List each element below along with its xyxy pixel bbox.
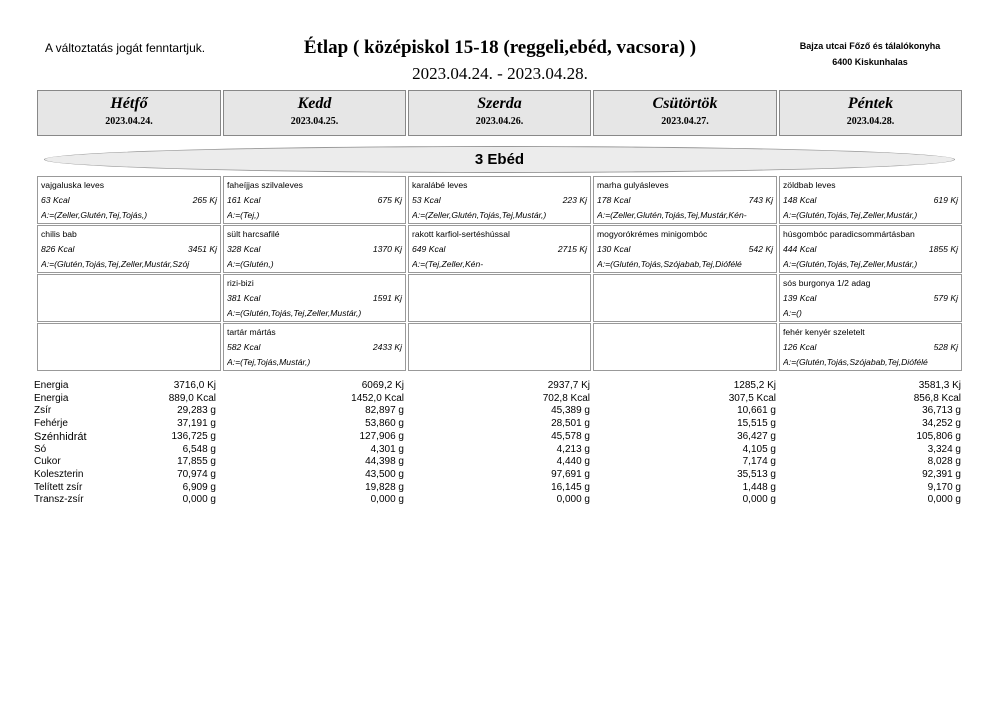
dish-name: sós burgonya 1/2 adag [783,278,871,288]
nutrient-label: Transz-zsír [34,494,84,506]
day-date: 2023.04.25. [290,116,339,127]
menu-item [37,225,221,273]
nutrient-value: 36,427 g [737,430,776,442]
menu-item [223,225,406,273]
dish-kj: 1370 Kj [372,244,402,254]
day-date: 2023.04.28. [846,116,895,127]
day-name: Szerda [477,95,522,112]
dish-kj: 223 Kj [562,195,587,205]
nutrient-value: 3,324 g [927,443,961,455]
menu-item [779,225,962,273]
nutrient-value: 0,000 g [370,494,404,506]
dish-name: rakott karfiol-sertéshússal [412,229,510,239]
nutrient-value: 105,806 g [916,430,961,442]
dish-kcal: 582 Kcal [227,342,261,352]
nutrient-value: 9,170 g [927,481,961,493]
nutrient-value: 127,906 g [359,430,404,442]
dish-kj: 1591 Kj [372,293,402,303]
dish-kcal: 178 Kcal [597,195,631,205]
empty-cell [408,274,591,322]
empty-cell [408,323,591,371]
page-title: Étlap ( középiskol 15-18 (reggeli,ebéd, vacsora) ) [303,37,697,58]
nutrient-value: 45,389 g [551,405,590,417]
dish-kj: 619 Kj [933,195,958,205]
day-date: 2023.04.24. [105,116,153,127]
dish-kj: 3451 Kj [187,244,217,254]
dish-kj: 2715 Kj [557,244,587,254]
nutrient-value: 1452,0 Kcal [351,392,404,404]
nutrient-value: 34,252 g [922,418,961,430]
nutrient-value: 1285,2 Kj [733,380,776,391]
nutrient-value: 889,0 Kcal [168,392,216,404]
nutrient-value: 7,174 g [742,456,776,468]
nutrient-value: 45,578 g [551,430,590,442]
nutrient-label: Só [34,443,47,455]
dish-allergens: A:=(Glutén,Tojás,Szójabab,Tej,Diófélé [783,357,928,367]
nutrient-label: Energia [34,392,69,404]
dish-allergens: A:=(Zeller,Glutén,Tojás,Tej,Mustár,Kén- [597,210,747,220]
dish-kj: 528 Kj [933,342,958,352]
nutrient-value: 17,855 g [177,456,216,468]
nutrient-value: 70,974 g [177,468,216,480]
nutrient-value: 4,440 g [556,456,590,468]
nutrient-value: 3581,3 Kj [918,380,961,391]
nutrient-value: 16,145 g [551,481,590,493]
dish-allergens: A:=(Zeller,Glutén,Tojás,Tej,Mustár,) [412,210,547,220]
menu-item [223,274,406,322]
dish-allergens: A:=(Glutén,) [227,259,274,269]
kitchen-info [770,38,970,70]
nutrient-value: 2937,7 Kj [547,380,590,391]
nutrient-value: 4,301 g [370,443,404,455]
dish-kcal: 161 Kcal [227,195,261,205]
dish-allergens: A:=(Glutén,Tojás,Tej,Zeller,Mustár,) [783,210,918,220]
nutrient-value: 702,8 Kcal [542,392,590,404]
menu-item [593,176,777,224]
menu-item [593,225,777,273]
kitchen-address: 6400 Kiskunhalas [832,57,908,67]
nutrient-value: 3716,0 Kj [173,380,216,391]
dish-kcal: 139 Kcal [783,293,817,303]
day-header [779,90,962,136]
nutrient-value: 92,391 g [922,468,961,480]
day-name: Péntek [847,95,894,112]
nutrient-value: 37,191 g [177,418,216,430]
nutrient-value: 1,448 g [742,481,776,493]
dish-name: sült harcsafilé [227,229,280,239]
kitchen-name: Bajza utcai Főző és tálalókonyha [799,41,941,51]
nutrient-value: 8,028 g [927,456,961,468]
dish-kj: 675 Kj [377,195,402,205]
nutrient-label: Koleszterin [34,468,84,480]
meal-banner: 3 Ebéd [44,146,955,173]
nutrient-value: 307,5 Kcal [728,392,776,404]
nutrient-label: Cukor [34,456,61,468]
disclaimer-note: A változtatás jogát fenntartjuk. [45,41,206,55]
dish-name: chilis bab [41,229,77,239]
day-header [593,90,777,136]
day-header [408,90,591,136]
nutrient-value: 856,8 Kcal [913,392,961,404]
dish-kcal: 148 Kcal [783,195,817,205]
day-header [223,90,406,136]
nutrient-value: 136,725 g [171,430,216,442]
nutrient-value: 28,501 g [551,418,590,430]
dish-name: faheíjjas szilvaleves [227,180,303,190]
nutrient-value: 97,691 g [551,468,590,480]
nutrient-value: 19,828 g [365,481,404,493]
nutrient-value: 35,513 g [737,468,776,480]
dish-name: tartár mártás [227,327,276,337]
dish-name: karalábé leves [412,180,468,190]
nutrient-value: 15,515 g [737,418,776,430]
dish-kj: 542 Kj [748,244,773,254]
day-name: Kedd [297,95,332,112]
nutrient-value: 43,500 g [365,468,404,480]
dish-allergens: A:=(Glutén,Tojás,Tej,Zeller,Mustár,) [227,308,362,318]
dish-name: zöldbab leves [783,180,836,190]
day-name: Hétfő [110,95,148,112]
dish-kj: 743 Kj [748,195,773,205]
nutrient-value: 0,000 g [742,494,776,506]
dish-kcal: 381 Kcal [227,293,261,303]
nutrient-value: 0,000 g [182,494,216,506]
menu-item [408,176,591,224]
dish-name: marha gulyásleves [597,180,669,190]
empty-cell [37,274,221,322]
nutrient-label: Fehérje [34,418,68,430]
dish-kcal: 328 Kcal [227,244,261,254]
nutrient-value: 0,000 g [927,494,961,506]
dish-kj: 1855 Kj [928,244,958,254]
dish-allergens: A:=(Tej,Zeller,Kén- [412,259,484,269]
dish-kj: 579 Kj [933,293,958,303]
nutrient-value: 6,548 g [182,443,216,455]
menu-item [37,176,221,224]
dish-allergens: A:=(Tej,) [227,210,260,220]
nutrient-value: 44,398 g [365,456,404,468]
dish-name: húsgombóc paradicsommártásban [783,229,915,239]
menu-item [779,176,962,224]
nutrient-label: Telített zsír [34,481,83,493]
dish-allergens: A:=(Glutén,Tojás,Tej,Zeller,Mustár,) [783,259,918,269]
nutrient-value: 4,213 g [556,443,590,455]
menu-item [223,323,406,371]
nutrient-label: Zsír [34,405,52,417]
dish-allergens: A:=(Glutén,Tojás,Tej,Zeller,Mustár,Szój [41,259,190,269]
dish-kj: 2433 Kj [372,342,402,352]
dish-kj: 265 Kj [192,195,217,205]
day-date: 2023.04.26. [475,116,524,127]
dish-kcal: 130 Kcal [597,244,631,254]
day-date: 2023.04.27. [661,116,709,127]
dish-allergens: A:=(Zeller,Glutén,Tej,Tojás,) [41,210,148,220]
menu-item [408,225,591,273]
dish-kcal: 444 Kcal [783,244,817,254]
nutrient-label: Szénhidrát [34,430,87,443]
menu-item [779,274,962,322]
dish-kcal: 649 Kcal [412,244,446,254]
dish-name: mogyorókrémes minigombóc [597,229,708,239]
dish-name: vajgaluska leves [41,180,105,190]
dish-allergens: A:=(Tej,Tojás,Mustár,) [227,357,311,367]
day-header [37,90,221,136]
dish-kcal: 53 Kcal [412,195,441,205]
dish-kcal: 63 Kcal [41,195,70,205]
nutrient-value: 29,283 g [177,405,216,417]
date-range: 2023.04.24. - 2023.04.28. [412,64,588,83]
nutrient-value: 6,909 g [182,481,216,493]
empty-cell [593,274,777,322]
nutrient-value: 36,713 g [922,405,961,417]
dish-name: rizi-bizi [227,278,254,288]
nutrient-value: 82,897 g [365,405,404,417]
empty-cell [37,323,221,371]
nutrient-value: 6069,2 Kj [361,380,404,391]
day-name: Csütörtök [652,95,718,112]
nutrient-value: 0,000 g [556,494,590,506]
nutrient-label: Energia [34,380,69,391]
dish-name: fehér kenyér szeletelt [783,327,865,337]
nutrient-value: 10,661 g [737,405,776,417]
dish-allergens: A:=(Glutén,Tojás,Szójabab,Tej,Diófélé [597,259,742,269]
nutrient-value: 4,105 g [742,443,776,455]
nutrient-value: 53,860 g [365,418,404,430]
empty-cell [593,323,777,371]
menu-item [223,176,406,224]
dish-kcal: 826 Kcal [41,244,75,254]
dish-allergens: A:=() [783,308,802,318]
dish-kcal: 126 Kcal [783,342,817,352]
menu-item [779,323,962,371]
